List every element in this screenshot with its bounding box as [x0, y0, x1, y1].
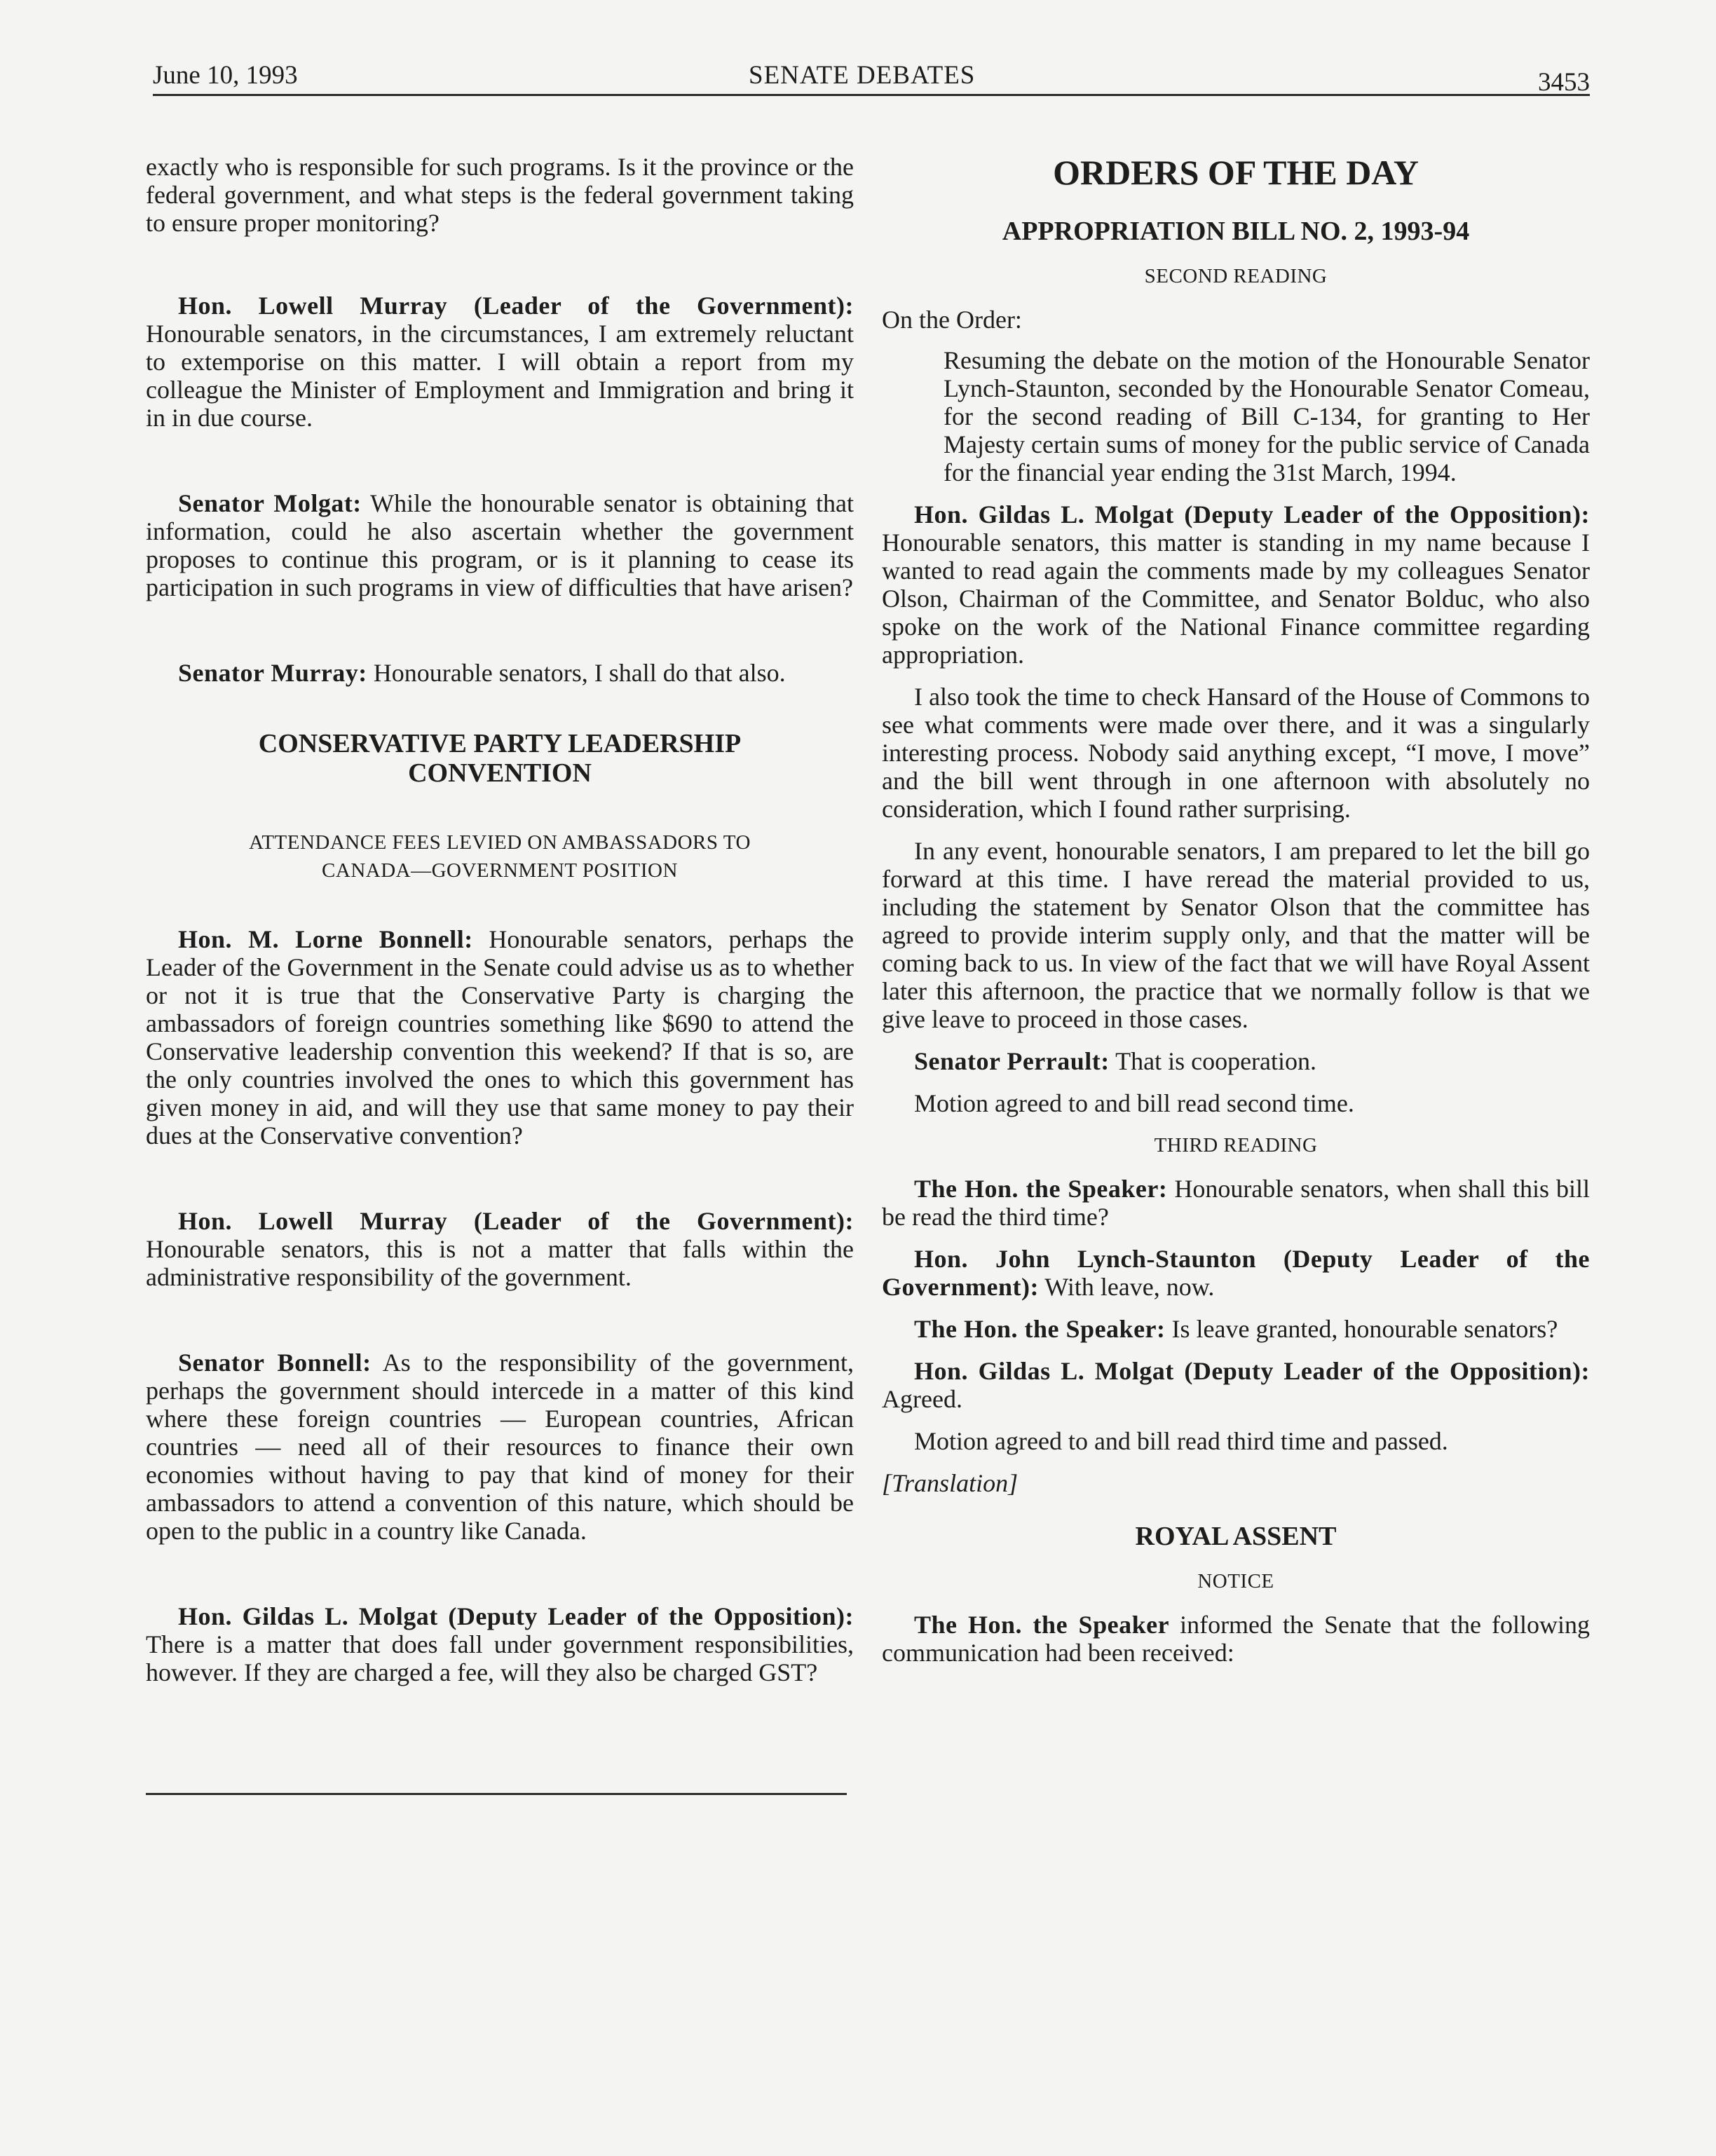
paragraph: Motion agreed to and bill read second time. — [914, 1089, 1354, 1117]
paragraph — [146, 292, 854, 432]
speaker-name: Senator Bonnell: — [178, 1349, 372, 1377]
speech-text: While the honourable senator is obtaining that information, could he also ascertain whether the government proposes to continue this program, or is it planning to cease its participation in such programs in view of difficulties that have arisen? — [146, 489, 854, 601]
page-number: 3453 — [1538, 68, 1590, 97]
speaker-name: Senator Perrault: — [914, 1047, 1110, 1075]
paragraph — [146, 1602, 854, 1686]
paragraph — [882, 1175, 1590, 1231]
speaker-name: Hon. Gildas L. Molgat (Deputy Leader of the Opposition): — [178, 1602, 854, 1630]
paragraph: Motion agreed to and bill read third time and passed. — [914, 1427, 1448, 1455]
speaker-name: Hon. M. Lorne Bonnell: — [178, 925, 473, 953]
page-header — [153, 57, 1590, 96]
paragraph — [882, 1315, 1590, 1343]
right-column — [882, 153, 1590, 1681]
paragraph — [146, 489, 854, 601]
speaker-name: Senator Murray: — [178, 659, 367, 687]
speech-text: Honourable senators, I shall do that also. — [367, 659, 786, 687]
paragraph — [882, 1357, 1590, 1413]
subsection-heading: ATTENDANCE FEES LEVIED ON AMBASSADORS TO CANADA—GOVERNMENT POSITION — [249, 831, 751, 882]
notice-heading: NOTICE — [1197, 1570, 1274, 1592]
speaker-name: Hon. Gildas L. Molgat (Deputy Leader of the Opposition): — [914, 500, 1590, 528]
speech-text: As to the responsibility of the government, perhaps the government should intercede in a matter of this kind where these foreign countries — European countries, African countries — need all of their resources to finance their own economies without having to pay that kind of money for their ambassadors to attend a convention of this nature, which should be open to the public in a country like Canada. — [146, 1349, 854, 1545]
speech-text: Honourable senators, perhaps the Leader of the Government in the Senate could advise us as to whether or not it is true that the Conservative Party is charging the ambassadors of foreign countries something like $690 to attend the Conservative leadership convention this weekend? If that is so, are the only countries involved the ones to which this government has given money in aid, and will they use that same money to pay their dues at the Conservative convention? — [146, 925, 854, 1149]
speech-text: There is a matter that does fall under government responsibilities, however. If they are charged a fee, will they also be charged GST? — [146, 1630, 854, 1686]
paragraph — [146, 659, 854, 687]
section-heading: CONSERVATIVE PARTY LEADERSHIP CONVENTION — [258, 729, 742, 788]
paragraph — [146, 1349, 854, 1545]
speech-text: Is leave granted, honourable senators? — [1165, 1315, 1558, 1343]
speaker-name: Hon. Lowell Murray (Leader of the Government): — [178, 292, 854, 320]
speech-text: That is cooperation. — [1109, 1047, 1317, 1075]
speaker-name: Hon. Lowell Murray (Leader of the Government): — [178, 1207, 854, 1235]
speech-text: informed the Senate that the following communication had been received: — [882, 1611, 1590, 1667]
speech-text: Honourable senators, when shall this bill be read the third time? — [882, 1175, 1590, 1231]
speaker-name: The Hon. the Speaker: — [914, 1315, 1166, 1343]
speech-text: Honourable senators, this matter is standing in my name because I wanted to read again the comments made by my colleagues Senator Olson, Chairman of the Committee, and Senator Bolduc, who also spoke on the work of the National Finance committee regarding appropriation. — [882, 528, 1590, 669]
royal-assent-heading: ROYAL ASSENT — [1135, 1522, 1337, 1551]
bill-heading: APPROPRIATION BILL NO. 2, 1993-94 — [1002, 217, 1470, 246]
order-line: On the Order: — [882, 306, 1022, 334]
speaker-name: Hon. Gildas L. Molgat (Deputy Leader of the Opposition): — [914, 1357, 1590, 1385]
paragraph — [882, 1611, 1590, 1667]
left-column — [146, 153, 854, 1744]
paragraph — [882, 500, 1590, 669]
speaker-name: Hon. John Lynch-Staunton (Deputy Leader of the Government): — [882, 1245, 1590, 1301]
speech-text: Honourable senators, in the circumstances, I am extremely reluctant to extemporise on this matter. I will obtain a report from my colleague the Minister of Employment and Immigration and bring it in in due course. — [146, 320, 854, 432]
speech-text: Agreed. — [882, 1385, 962, 1413]
reading-heading: SECOND READING — [1144, 265, 1328, 287]
column-end-rule — [146, 1793, 847, 1795]
translation-note: [Translation] — [882, 1469, 1019, 1497]
paragraph — [882, 1047, 1590, 1075]
motion-quote: Resuming the debate on the motion of the Honourable Senator Lynch-Staunton, seconded by the Honourable Senator Comeau, for the second reading of Bill C-134, for granting to Her Majesty certain sums of money for the public service of Canada for the financial year ending the 31st March, 1994. — [944, 346, 1590, 486]
speech-text: With leave, now. — [1038, 1273, 1215, 1301]
header-title: SENATE DEBATES — [749, 61, 976, 90]
speech-text: Honourable senators, this is not a matter that falls within the administrative responsibility of the government. — [146, 1235, 854, 1291]
main-heading: ORDERS OF THE DAY — [1053, 153, 1419, 192]
paragraph: In any event, honourable senators, I am prepared to let the bill go forward at this time. I have reread the material provided to us, including the statement by Senator Olson that the committee has agreed to provide interim supply only, and that the matter will be coming back to us. In view of the fact that we will have Royal Assent later this afternoon, the practice that we normally follow is that we give leave to proceed in those cases. — [882, 837, 1590, 1033]
reading-heading: THIRD READING — [1154, 1134, 1318, 1157]
speaker-name: The Hon. the Speaker: — [914, 1175, 1168, 1203]
speaker-name: Senator Molgat: — [178, 489, 362, 517]
speaker-name: The Hon. the Speaker — [914, 1611, 1170, 1639]
header-date: June 10, 1993 — [153, 61, 298, 90]
paragraph: I also took the time to check Hansard of the House of Commons to see what comments were made over there, and it was a singularly interesting process. Nobody said anything except, “I move, I move” and the bill went through in one afternoon with absolutely no consideration, which I found rather surprising. — [882, 683, 1590, 823]
paragraph — [146, 1207, 854, 1291]
paragraph — [882, 1245, 1590, 1301]
paragraph: exactly who is responsible for such programs. Is it the province or the federal government, and what steps is the federal government taking to ensure proper monitoring? — [146, 153, 854, 237]
paragraph — [146, 925, 854, 1149]
